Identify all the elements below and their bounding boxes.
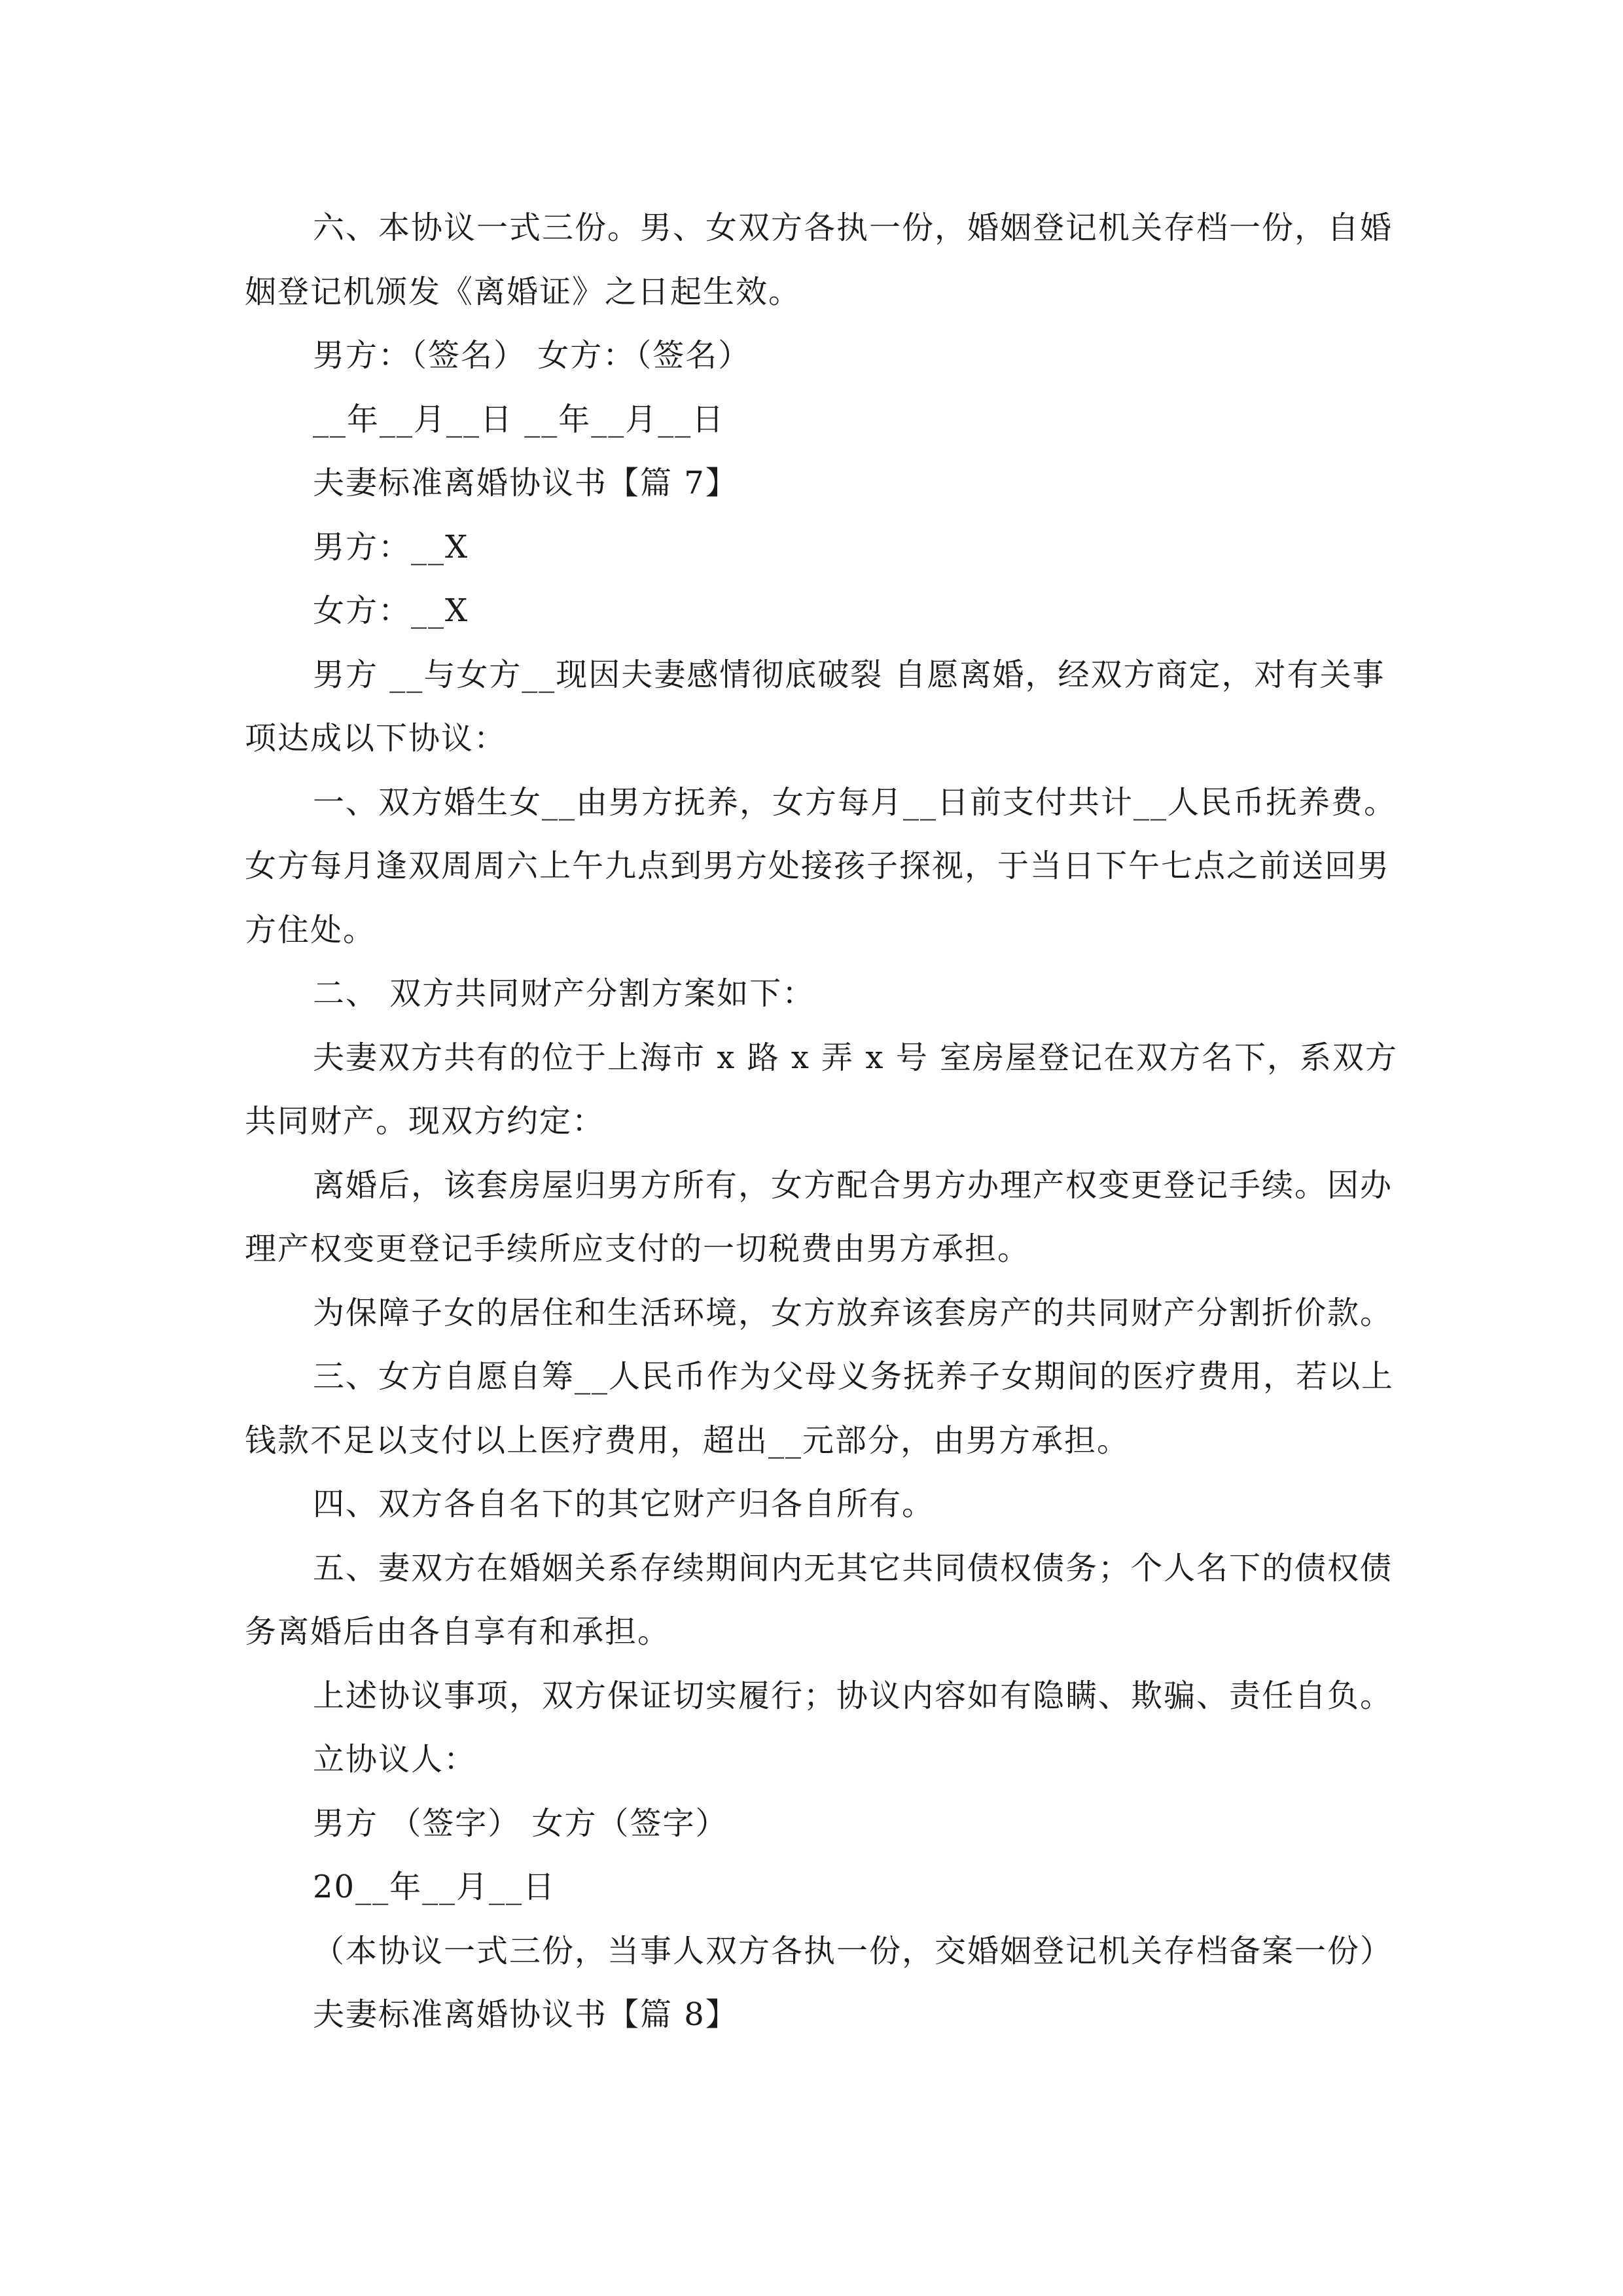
property-line-1: 夫妻双方共有的位于上海市 x 路 x 弄 x 号 室房屋登记在双方名下，系双方 bbox=[313, 1039, 1399, 1076]
signature-line: 男方：（签名） 女方：（签名） bbox=[313, 337, 751, 374]
clause-2-heading: 二、 双方共同财产分割方案如下： bbox=[313, 975, 815, 1012]
clause-1-line-1: 一、双方婚生女__由男方抚养，女方每月__日前支付共计__人民币抚养费。 bbox=[313, 783, 1397, 821]
date-line: __年__月__日 __年__月__日 bbox=[313, 401, 725, 438]
preamble-line-1: 男方 __与女方__现因夫妻感情彻底破裂 自愿离婚，经双方商定，对有关事 bbox=[313, 656, 1385, 693]
clause-4: 四、双方各自名下的其它财产归各自所有。 bbox=[313, 1486, 935, 1522]
clause-5-line-2: 务离婚后由各自享有和承担。 bbox=[245, 1613, 671, 1650]
party-male: 男方：__X bbox=[313, 528, 469, 565]
guarantee-line: 上述协议事项，双方保证切实履行；协议内容如有隐瞒、欺骗、责任自负。 bbox=[313, 1677, 1393, 1714]
section-title-7: 夫妻标准离婚协议书【篇 7】 bbox=[313, 465, 738, 501]
waiver-line: 为保障子女的居住和生活环境，女方放弃该套房产的共同财产分割折价款。 bbox=[313, 1294, 1393, 1331]
property-line-2: 共同财产。现双方约定： bbox=[245, 1103, 605, 1139]
preamble-line-2: 项达成以下协议： bbox=[245, 720, 507, 757]
clause-6-line-2: 姻登记机颁发《离婚证》之日起生效。 bbox=[245, 273, 802, 310]
house-line-1: 离婚后，该套房屋归男方所有，女方配合男方办理产权变更登记手续。因办 bbox=[313, 1166, 1393, 1204]
clause-1-line-2: 女方每月逢双周周六上午九点到男方处接孩子探视，于当日下午七点之前送回男 bbox=[245, 848, 1391, 884]
signatories-label: 立协议人： bbox=[313, 1741, 477, 1778]
clause-3-line-2: 钱款不足以支付以上医疗费用，超出__元部分，由男方承担。 bbox=[245, 1422, 1130, 1459]
clause-1-line-3: 方住处。 bbox=[245, 911, 376, 948]
party-female: 女方：__X bbox=[313, 592, 469, 629]
house-line-2: 理产权变更登记手续所应支付的一切税费由男方承担。 bbox=[245, 1230, 1031, 1267]
copies-note: （本协议一式三份，当事人双方各执一份，交婚姻登记机关存档备案一份） bbox=[313, 1932, 1393, 1969]
clause-6-line-1: 六、本协议一式三份。男、女双方各执一份，婚姻登记机关存档一份，自婚 bbox=[313, 209, 1393, 246]
date-line-2: 20__年__月__日 bbox=[313, 1869, 556, 1905]
signature-line-2: 男方 （签字） 女方（签字） bbox=[313, 1804, 728, 1842]
section-title-8: 夫妻标准离婚协议书【篇 8】 bbox=[313, 1996, 738, 2033]
clause-3-line-1: 三、女方自愿自筹__人民币作为父母义务抚养子女期间的医疗费用，若以上 bbox=[313, 1358, 1395, 1395]
clause-5-line-1: 五、妻双方在婚姻关系存续期间内无其它共同债权债务；个人名下的债权债 bbox=[313, 1549, 1393, 1587]
document-body bbox=[245, 196, 1399, 2047]
